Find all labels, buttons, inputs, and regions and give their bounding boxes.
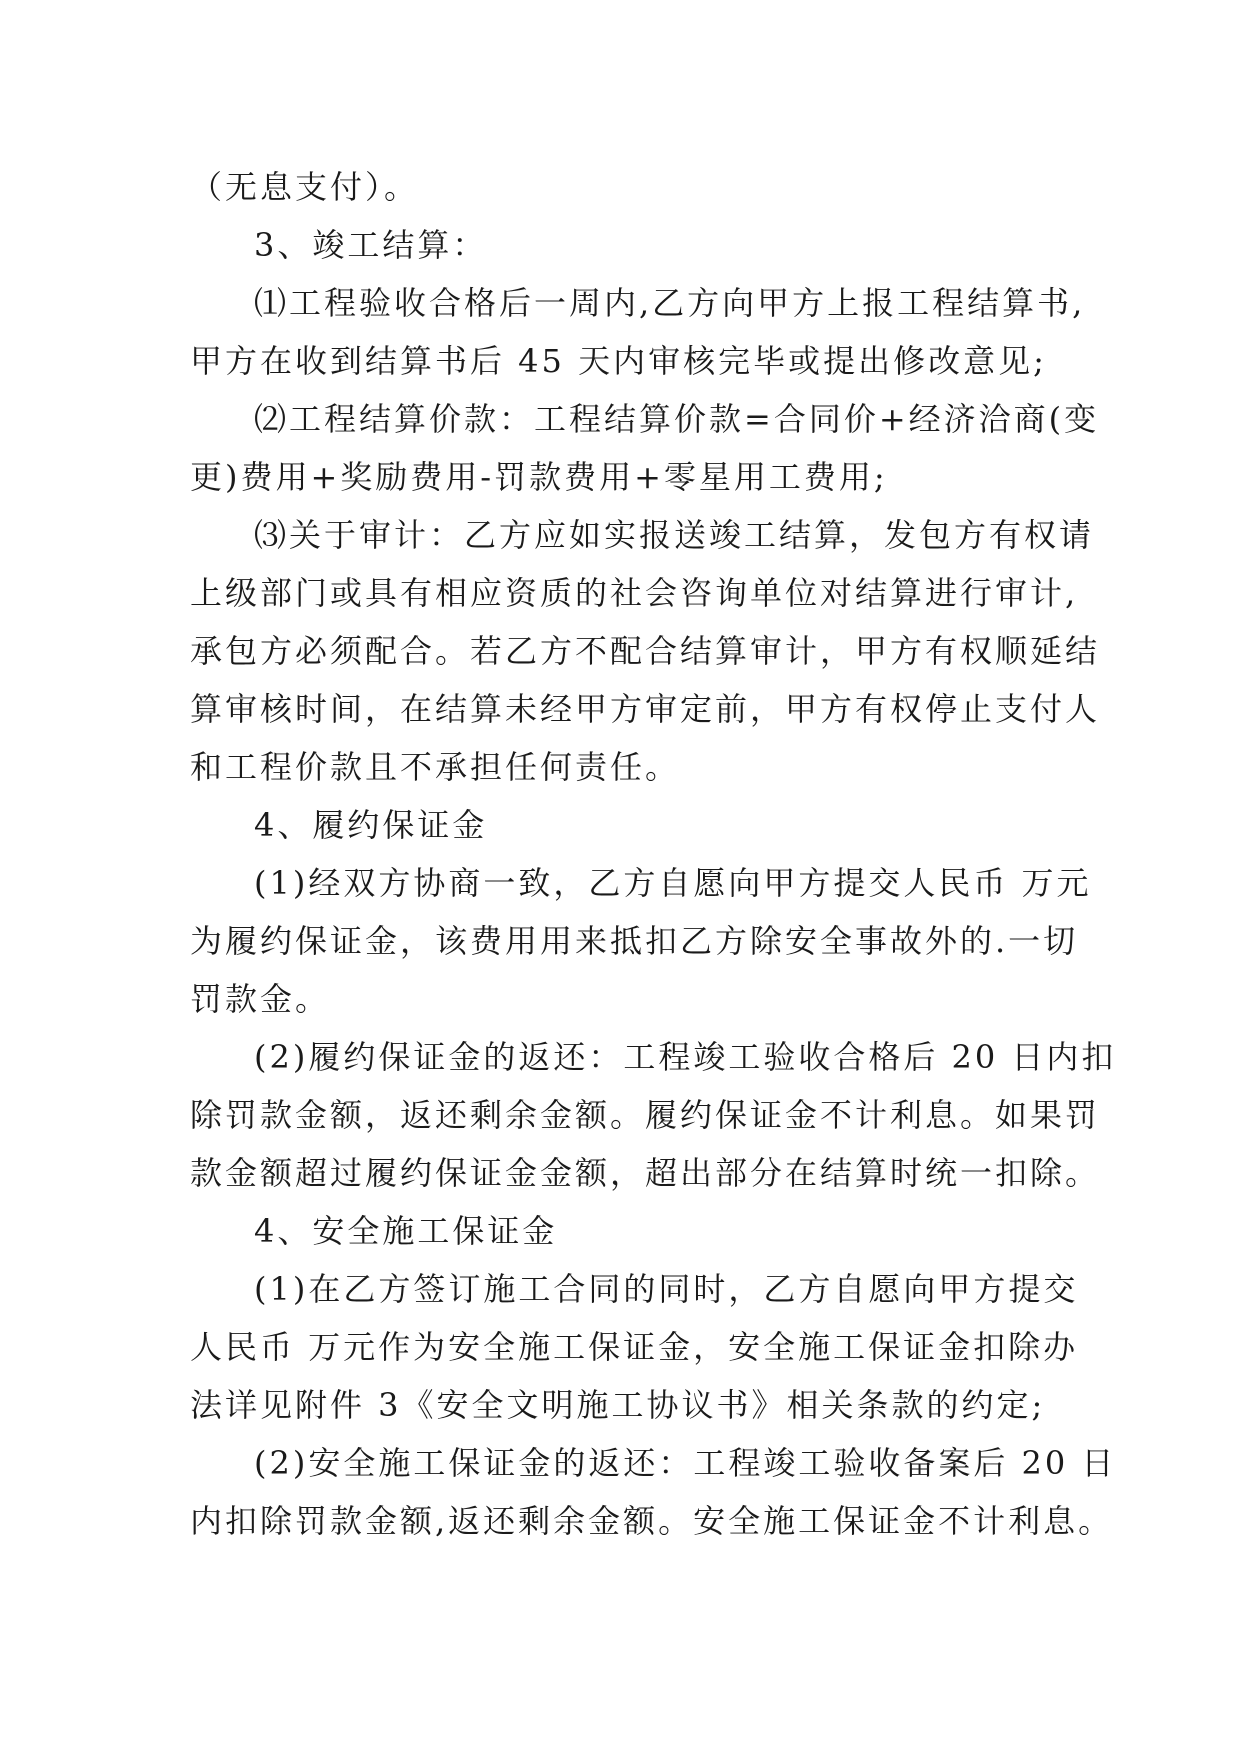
document-body — [190, 158, 1117, 1550]
text-line: 法详见附件 3《安全文明施工协议书》相关条款的约定; — [190, 1386, 1046, 1424]
text-line: 款金额超过履约保证金金额，超出部分在结算时统一扣除。 — [190, 1154, 1101, 1192]
text-line: 为履约保证金，该费用用来抵扣乙方除安全事故外的.一切 — [190, 922, 1079, 960]
text-line: (2)安全施工保证金的返还：工程竣工验收备案后 20 日 — [254, 1444, 1117, 1482]
section-heading: 4、安全施工保证金 — [254, 1212, 558, 1250]
text-line: （无息支付）。 — [190, 168, 420, 206]
text-line: 承包方必须配合。若乙方不配合结算审计，甲方有权顺延结 — [190, 632, 1101, 670]
text-line: 甲方在收到结算书后 45 天内审核完毕或提出修改意见; — [190, 342, 1047, 380]
text-line: 罚款金。 — [190, 980, 331, 1018]
text-line: 除罚款金额，返还剩余金额。履约保证金不计利息。如果罚 — [190, 1096, 1101, 1134]
section-heading: 3、竣工结算： — [254, 226, 488, 264]
text-line: 和工程价款且不承担任何责任。 — [190, 748, 681, 786]
text-line: (1)在乙方签订施工合同的同时，乙方自愿向甲方提交 — [254, 1270, 1079, 1308]
text-line: (2)履约保证金的返还：工程竣工验收合格后 20 日内扣 — [254, 1038, 1117, 1076]
text-line: 人民币 万元作为安全施工保证金，安全施工保证金扣除办 — [190, 1328, 1079, 1366]
text-line: ⑴工程验收合格后一周内,乙方向甲方上报工程结算书, — [254, 284, 1086, 322]
text-line: ⑵工程结算价款：工程结算价款=合同价+经济洽商(变 — [254, 400, 1100, 438]
text-line: 更)费用+奖励费用-罚款费用+零星用工费用; — [190, 458, 888, 496]
section-heading: 4、履约保证金 — [254, 806, 488, 844]
text-line: ⑶关于审计：乙方应如实报送竣工结算，发包方有权请 — [254, 516, 1095, 554]
text-line: 内扣除罚款金额,返还剩余金额。安全施工保证金不计利息。 — [190, 1502, 1114, 1540]
text-line: 算审核时间，在结算未经甲方审定前，甲方有权停止支付人 — [190, 690, 1101, 728]
text-line: (1)经双方协商一致，乙方自愿向甲方提交人民币 万元 — [254, 864, 1092, 902]
text-line: 上级部门或具有相应资质的社会咨询单位对结算进行审计, — [190, 574, 1079, 612]
